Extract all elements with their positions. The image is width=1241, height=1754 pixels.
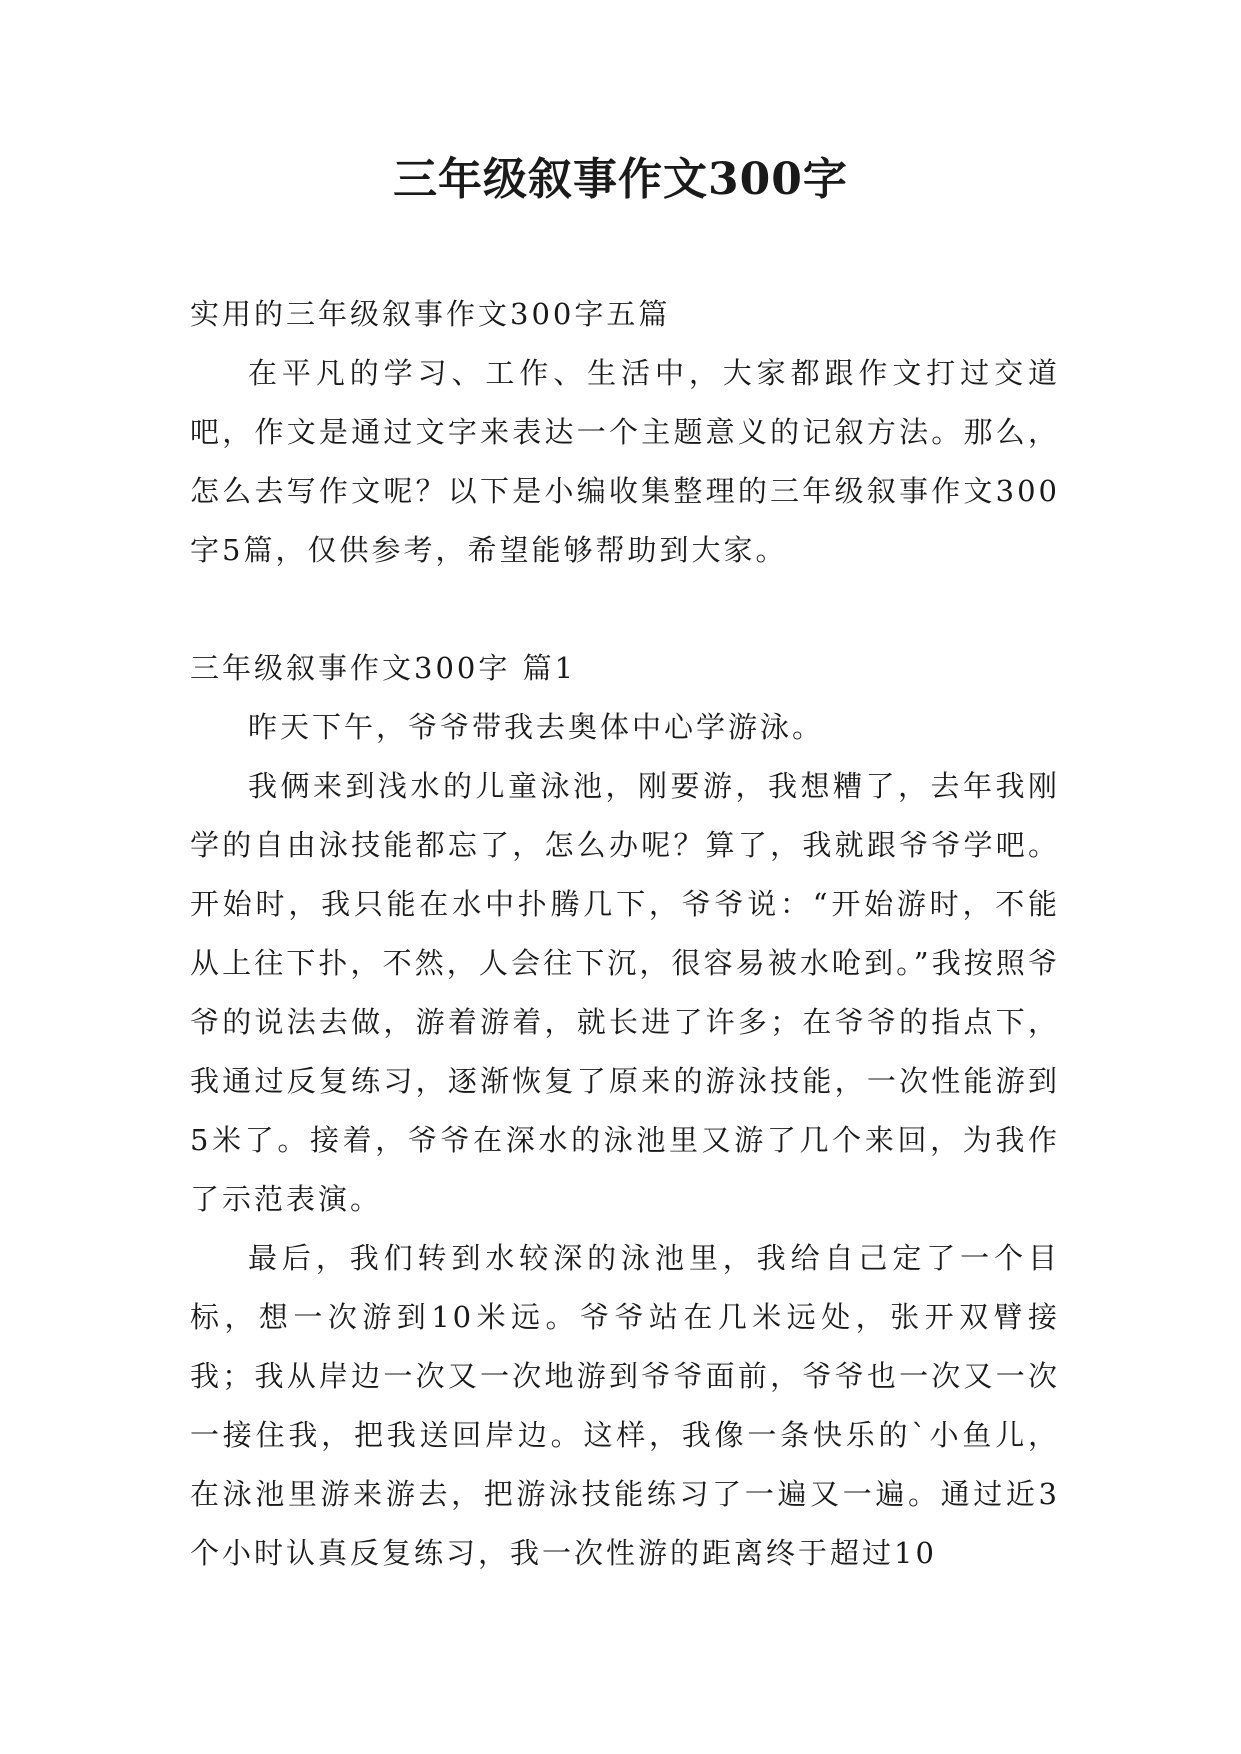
document-subtitle: 实用的三年级叙事作文300字五篇 [190, 297, 671, 331]
section-heading: 三年级叙事作文300字 篇1 [190, 651, 577, 685]
document-title: 三年级叙事作文300字 [393, 154, 848, 205]
body-paragraph: 我俩来到浅水的儿童泳池，刚要游，我想糟了，去年我刚学的自由泳技能都忘了，怎么办呢？算了，我就跟爷爷学吧。开始时，我只能在水中扑腾几下，爷爷说：“开始游时，不能从上往下扑，不然，人会往下沉，很容易被水呛到。”我按照爷爷的说法去做，游着游着，就长进了许多；在爷爷的指点下，我通过反复练习，逐渐恢复了原来的游泳技能，一次性能游到5米了。接着，爷爷在深水的泳池里又游了几个来回，为我作了示范表演。 [190, 769, 1060, 1216]
document-body [190, 285, 1060, 1583]
body-paragraph: 最后，我们转到水较深的泳池里，我给自己定了一个目标，想一次游到10米远。爷爷站在几米远处，张开双臂接我；我从岸边一次又一次地游到爷爷面前，爷爷也一次又一次一接住我，把我送回岸边。这样，我像一条快乐的`小鱼儿，在泳池里游来游去，把游泳技能练习了一遍又一遍。通过近3个小时认真反复练习，我一次性游的距离终于超过10 [190, 1241, 1060, 1570]
intro-paragraph: 在平凡的学习、工作、生活中，大家都跟作文打过交道吧，作文是通过文字来表达一个主题意义的记叙方法。那么，怎么去写作文呢？以下是小编收集整理的三年级叙事作文300字5篇，仅供参考，希望能够帮助到大家。 [190, 356, 1060, 567]
body-paragraph: 昨天下午，爷爷带我去奥体中心学游泳。 [248, 710, 825, 744]
